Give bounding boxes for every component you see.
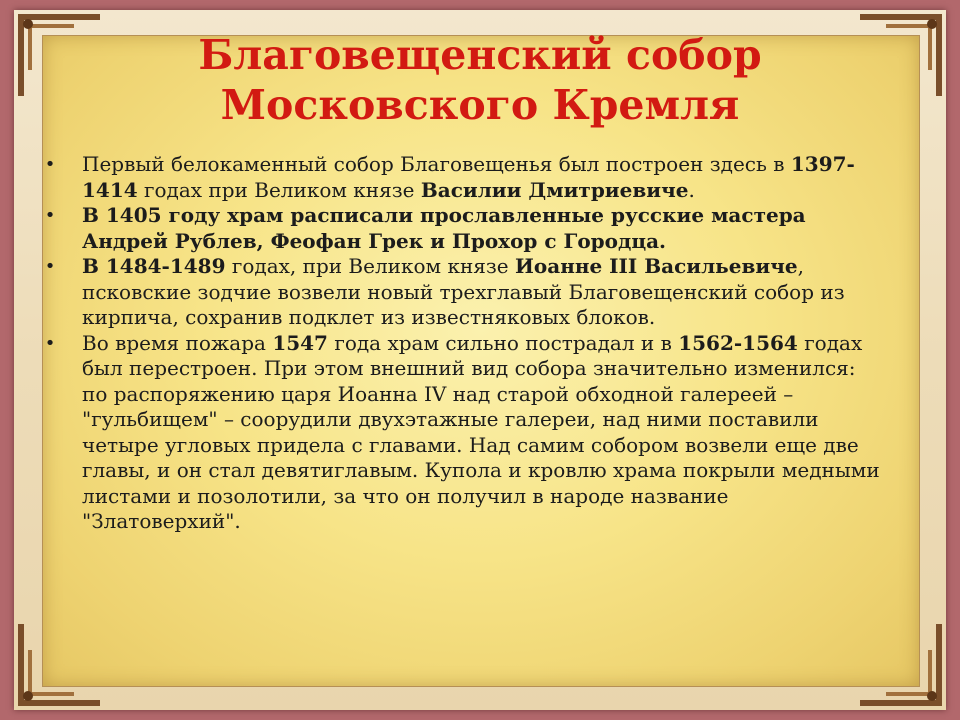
bullet-list — [44, 152, 882, 535]
item-text-bold: В 1405 году храм расписали прославленные русские мастера Андрей Рублев, Феофан Грек и Прохор с Городца. — [82, 203, 806, 253]
corner-ornament-icon — [14, 620, 104, 710]
item-text: года храм сильно пострадал и в — [327, 330, 679, 355]
corner-ornament-icon — [856, 620, 946, 710]
slide-title — [60, 30, 900, 130]
item-text: годах был перестроен. При этом внешний вид собора значительно изменился: по распоряжению царя Иоанна IV над старой обходной галереей – "гульбищем" – соорудили двухэтажные галереи, над ними поставили четыре угловых придела с главами. Над самим собором возвели еще две главы, и он стал девятиглавым. Купола и кровлю храма покрыли медными листами и позолотили, за что он получил в народе название "Златоверхий". — [82, 330, 880, 533]
item-date: 1397-1414 — [82, 152, 855, 202]
list-item — [44, 254, 882, 331]
list-item — [44, 330, 882, 535]
item-person: Иоанне III Васильевиче — [515, 254, 798, 278]
item-text: годах, при Великом князе — [225, 254, 516, 278]
bullet-dot-icon: • — [44, 256, 56, 277]
bullet-dot-icon: • — [44, 205, 56, 226]
item-text: Во время пожара — [82, 330, 273, 355]
item-date: В 1484-1489 — [82, 254, 226, 278]
item-person: Василии Дмитриевиче — [420, 177, 689, 202]
list-item — [44, 152, 882, 203]
item-text: . — [688, 177, 695, 202]
title-line-2: Московского Кремля — [220, 81, 740, 129]
item-date: 1547 — [272, 330, 328, 355]
item-date: 1562-1564 — [678, 330, 798, 355]
item-text: , псковские зодчие возвели новый трехглавый Благовещенский собор из кирпича, сохранив подклет из известняковых блоков. — [82, 254, 845, 329]
item-text: годах при Великом князе — [137, 177, 421, 202]
item-text: Первый белокаменный собор Благовещенья был построен здесь в — [82, 152, 791, 176]
list-item — [44, 203, 882, 254]
title-line-1: Благовещенский собор — [198, 31, 762, 79]
bullet-dot-icon: • — [44, 154, 56, 175]
bullet-dot-icon: • — [44, 332, 56, 354]
